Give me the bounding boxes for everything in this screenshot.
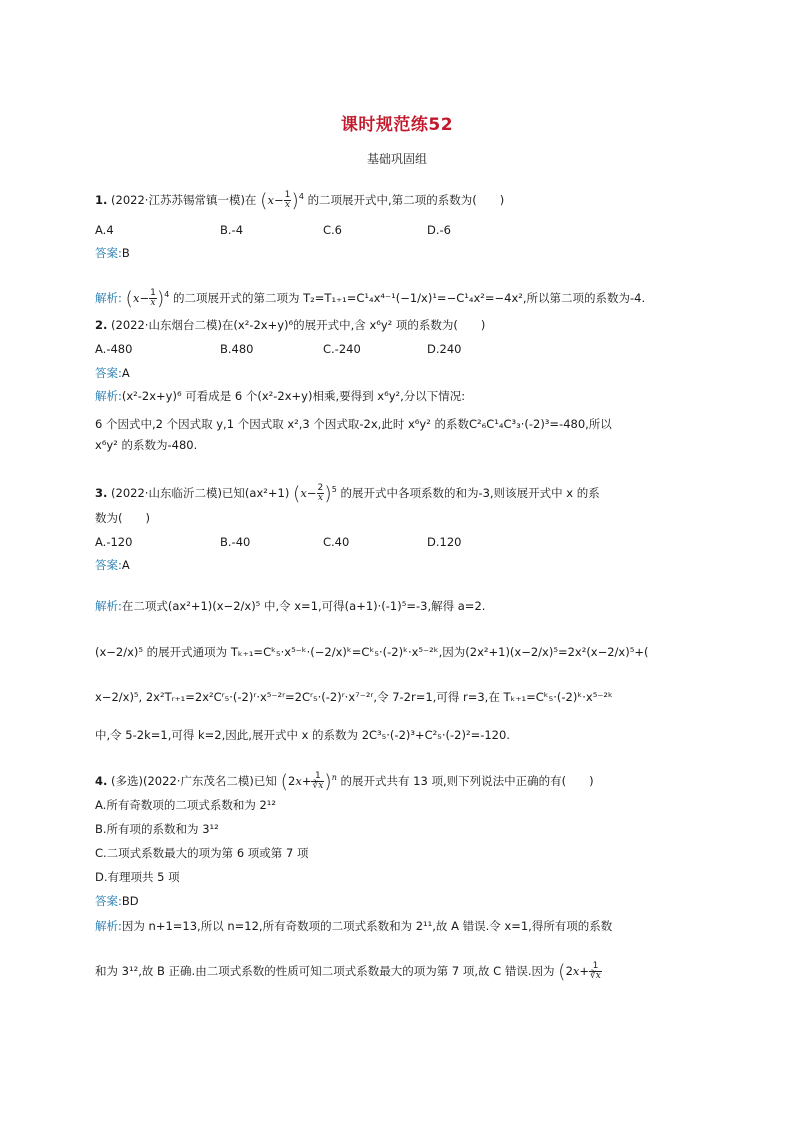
question-2-stem [95,318,485,332]
question-1-stem: 1. (2022·江苏苏锡常镇一模)在 (x− $\frac{1}{x}$ )$^4$ 的二项展开式中,第二项的系数为( ) [95,189,505,212]
analysis-line: 6 个因式中,2 个因式取 y,1 个因式取 x²,3 个因式取-2x,此时 x⁶y² 的系数C²₆C¹₄C³₃·(-2)³=-480,所以 [95,417,612,431]
option-a: A.4 [95,223,114,237]
analysis-line: x⁶y² 的系数为-480. [95,438,198,452]
analysis-label: 解析: [95,290,122,305]
option-a: A.-480 [95,342,133,356]
answer-value: A [121,366,130,380]
question-text: 的展开式共有 13 项,则下列说法中正确的有( ) [340,773,594,788]
option-b: B.-4 [220,223,244,237]
option-a: A.-120 [95,535,133,549]
option-c: C.6 [323,223,343,237]
analysis-text: 和为 3¹²,故 B 正确.由二项式系数的性质可知二项式系数最大的项为第 7 项,故 C 错误.因为 [95,964,555,978]
analysis-line [95,389,465,403]
option-c: C.-240 [323,342,361,356]
question-number: 2. [95,318,108,332]
analysis-text: 因为 n+1=13,所以 n=12,所有奇数项的二项式系数和为 2¹¹,故 A 错误.令 x=1,得所有项的系数 [121,919,613,933]
option-d: D.240 [427,342,462,356]
option-c: C.40 [323,535,350,549]
section-heading: 基础巩固组 [366,152,427,166]
question-number: 3. [95,485,108,500]
question-text: (2022·山东烟台二模)在(x²-2x+y)⁶的展开式中,含 x⁶y² 项的系数为( ) [111,318,486,332]
analysis-line: (x−2/x)⁵ 的展开式通项为 Tₖ₊₁=Cᵏ₅·x⁵⁻ᵏ·(−2/x)ᵏ=Cᵏ₅·(-2)ᵏ·x⁵⁻²ᵏ,因为(2x²+1)(x−2/x)⁵=2x²(x−2/x)⁵+( [95,645,649,659]
page-title: 课时规范练52 [340,115,454,135]
answer-line [95,894,139,908]
analysis-text: (x²-2x+y)⁶ 可看成是 6 个(x²-2x+y)相乘,要得到 x⁶y²,分以下情况: [121,389,466,403]
answer-label: 答案: [95,558,122,572]
analysis-line [95,919,612,933]
answer-label: 答案: [95,894,122,908]
question-text: 的展开式中各项系数的和为-3,则该展开式中 x 的系 [340,485,600,500]
answer-value: B [121,246,130,260]
analysis-line: x−2/x)⁵, 2x²Tᵣ₊₁=2x²Cʳ₅·(-2)ʳ·x⁵⁻²ʳ=2Cʳ₅·(-2)ʳ·x⁷⁻²ʳ,令 7-2r=1,可得 r=3,在 Tₖ₊₁=Cᵏ₅·(-2)ᵏ·x⁵⁻²ᵏ [95,690,613,704]
option-b: B.所有项的系数和为 3¹² [95,822,219,836]
analysis-line [95,599,485,613]
option-c: C.二项式系数最大的项为第 6 项或第 7 项 [95,846,309,860]
option-b: B.480 [220,342,254,356]
answer-line [95,558,130,572]
analysis-line: 中,令 5-2k=1,可得 k=2,因此,展开式中 x 的系数为 2C³₅·(-2)³+C²₅·(-2)²=-120. [95,728,510,742]
analysis-label: 解析: [95,919,122,933]
option-d: D.120 [427,535,462,549]
answer-line [95,366,130,380]
question-text: 的二项展开式中,第二项的系数为( ) [307,192,505,207]
analysis-label: 解析: [95,599,122,613]
answer-label: 答案: [95,246,122,260]
question-source: (多选)(2022·广东茂名二模)已知 [111,773,277,788]
answer-value: A [121,558,130,572]
analysis-label: 解析: [95,389,122,403]
question-3-stem: 3. (2022·山东临沂二模)已知(ax²+1) (x− $\frac{2}{x}$ )$^5$ 的展开式中各项系数的和为-3,则该展开式中 x 的系 [95,482,600,505]
question-3-stem-cont: 数为( ) [95,511,150,525]
answer-label: 答案: [95,366,122,380]
analysis-line: 和为 3¹²,故 B 正确.由二项式系数的性质可知二项式系数最大的项为第 7 项,故 C 错误.因为 (2x+ $\frac{1}{∛x}$ [95,960,601,983]
analysis-text: 的二项展开式的第二项为 T₂=T₁₊₁=C¹₄x⁴⁻¹(−1/x)¹=−C¹₄x²=−4x²,所以第二项的系数为-4. [173,290,646,305]
option-a: A.所有奇数项的二项式系数和为 2¹² [95,798,277,812]
answer-line [95,246,130,260]
option-d: D.-6 [427,223,451,237]
question-number: 1. [95,192,108,207]
question-4-stem: 4. (多选)(2022·广东茂名二模)已知 (2x+ $\frac{1}{∛x}$ )$^n$ 的展开式共有 13 项,则下列说法中正确的有( ) [95,770,594,793]
question-source: (2022·山东临沂二模)已知(ax²+1) [111,485,290,500]
question-number: 4. [95,773,108,788]
analysis-line: 解析: (x− $\frac{1}{x}$ )$^4$ 的二项展开式的第二项为 T₂=T₁₊₁=C¹₄x⁴⁻¹(−1/x)¹=−C¹₄x²=−4x²,所以第二项的系数为-4. [95,287,646,310]
option-b: B.-40 [220,535,251,549]
answer-value: BD [121,894,139,908]
question-source: (2022·江苏苏锡常镇一模)在 [111,192,257,207]
analysis-text: 在二项式(ax²+1)(x−2/x)⁵ 中,令 x=1,可得(a+1)·(-1)⁵=-3,解得 a=2. [121,599,486,613]
option-d: D.有理项共 5 项 [95,870,180,884]
